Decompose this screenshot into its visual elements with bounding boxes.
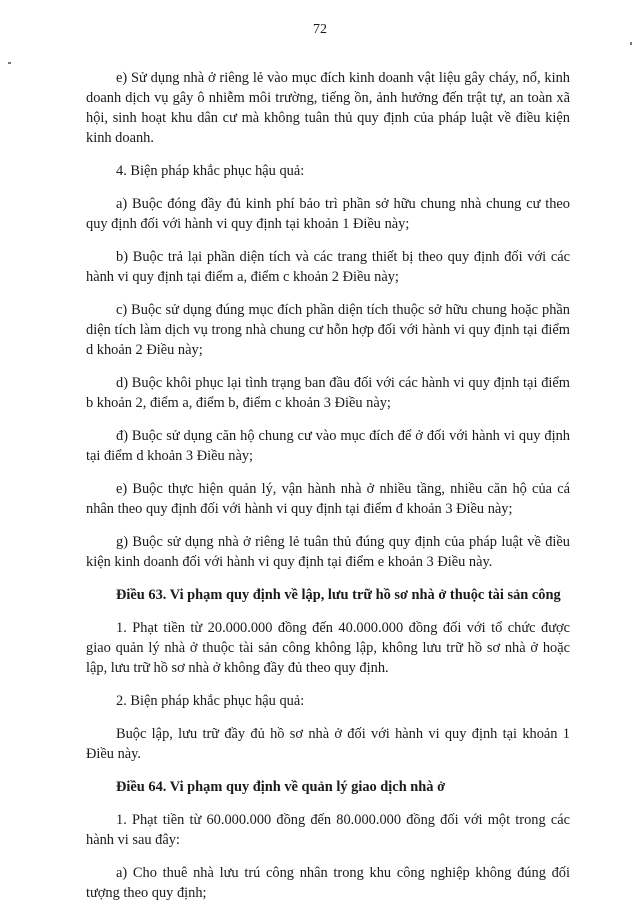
body-paragraph: c) Buộc sử dụng đúng mục đích phần diện tích thuộc sở hữu chung hoặc phần diện tích làm dịch vụ trong nhà chung cư hỗn hợp đối với hành vi quy định tại điểm d khoản 2 Điều này; [86, 302, 570, 358]
body-paragraph: e) Buộc thực hiện quản lý, vận hành nhà ở nhiều tầng, nhiều căn hộ của cá nhân theo quy định đối với hành vi quy định tại điểm đ khoản 3 Điều này; [86, 481, 570, 517]
scan-mark-right [630, 42, 632, 45]
body-paragraph: đ) Buộc sử dụng căn hộ chung cư vào mục đích để ở đối với hành vi quy định tại điểm d khoản 3 Điều này; [86, 428, 570, 464]
body-paragraph: 4. Biện pháp khắc phục hậu quả: [116, 163, 305, 179]
body-paragraph: 1. Phạt tiền từ 60.000.000 đồng đến 80.000.000 đồng đối với một trong các hành vi sau đây: [86, 812, 570, 848]
body-paragraph: Buộc lập, lưu trữ đầy đủ hồ sơ nhà ở đối với hành vi quy định tại khoản 1 Điều này. [86, 726, 570, 762]
body-paragraph: g) Buộc sử dụng nhà ở riêng lẻ tuân thủ đúng quy định của pháp luật về điều kiện kinh doanh đối với hành vi quy định tại điểm e khoản 3 Điều này. [86, 534, 570, 570]
article-heading: Điều 63. Vi phạm quy định về lập, lưu trữ hồ sơ nhà ở thuộc tài sản công [116, 587, 561, 603]
body-paragraph: a) Buộc đóng đầy đủ kinh phí bảo trì phần sở hữu chung nhà chung cư theo quy định đối với hành vi quy định tại khoản 1 Điều này; [86, 196, 570, 232]
scan-mark-left [8, 62, 11, 64]
document-body [86, 68, 570, 916]
body-paragraph: b) Buộc trả lại phần diện tích và các trang thiết bị theo quy định đối với các hành vi quy định tại điểm a, điểm c khoản 2 Điều này; [86, 249, 570, 285]
body-paragraph: d) Buộc khôi phục lại tình trạng ban đầu đối với các hành vi quy định tại điểm b khoản 2, điểm a, điểm b, điểm c khoản 3 Điều này; [86, 375, 570, 411]
page-number: 72 [313, 22, 327, 37]
body-paragraph: 1. Phạt tiền từ 20.000.000 đồng đến 40.000.000 đồng đối với tổ chức được giao quản lý nhà ở thuộc tài sản công không lập, không lưu trữ hồ sơ nhà ở hoặc lập, lưu trữ hồ sơ nhà ở không đầy đủ theo quy định. [86, 620, 570, 676]
body-paragraph: e) Sử dụng nhà ở riêng lẻ vào mục đích kinh doanh vật liệu gây cháy, nổ, kinh doanh dịch vụ gây ô nhiễm môi trường, tiếng ồn, ảnh hưởng đến trật tự, an toàn xã hội, sinh hoạt khu dân cư mà không tuân thủ quy định của pháp luật về điều kiện kinh doanh. [86, 70, 570, 146]
body-paragraph: a) Cho thuê nhà lưu trú công nhân trong khu công nghiệp không đúng đối tượng theo quy định; [86, 865, 570, 901]
body-paragraph: 2. Biện pháp khắc phục hậu quả: [116, 693, 305, 709]
article-heading: Điều 64. Vi phạm quy định về quản lý giao dịch nhà ở [116, 779, 446, 795]
